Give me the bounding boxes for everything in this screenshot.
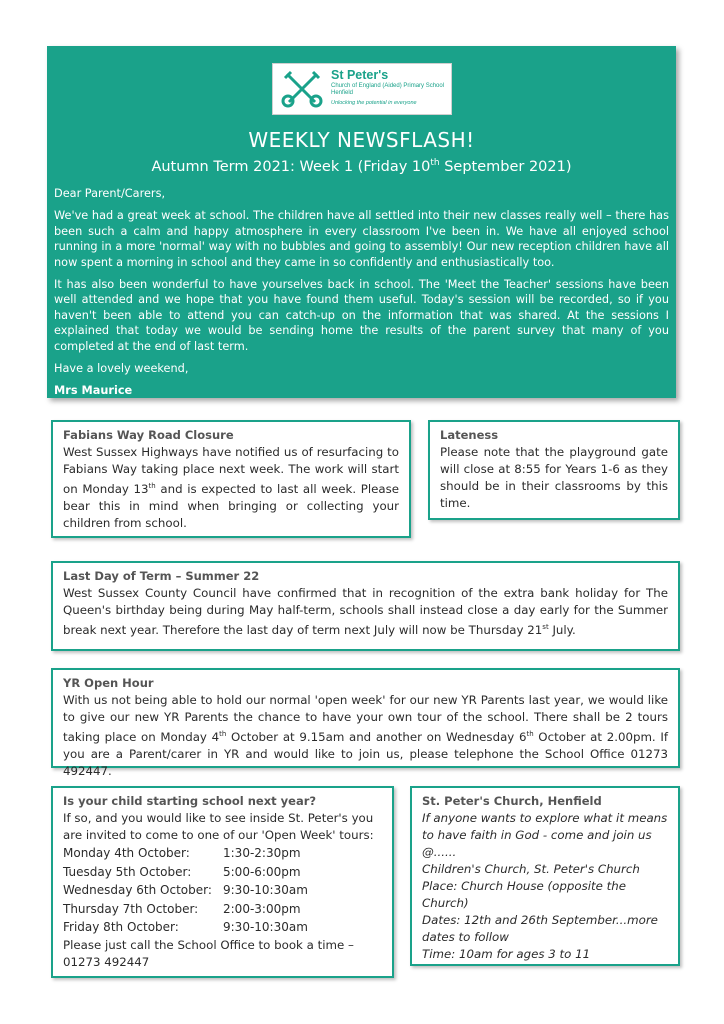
last-day-text xyxy=(63,585,668,639)
tour-time: 9:30-10:30am xyxy=(223,920,308,935)
lateness-heading: Lateness xyxy=(440,428,499,442)
yr-text-a: With us not being able to hold our normal 'open week' for our new YR Parents last year, we would like to give our new YR Parents the chance to have your own tour of the school. There shall be 2 tours taking place on Monday 4 xyxy=(63,693,668,744)
starting-outro: Please just call the School Office to book a time – 01273 492447 xyxy=(63,937,354,969)
church-heading: St. Peter's Church, Henfield xyxy=(422,794,602,808)
letter-paragraph-2: It has also been wonderful to have yourselves back in school. The 'Meet the Teacher' sessions have been well attended and we hope that you have found them useful. Today's session will be recorded, so if you haven't been able to attend you can catch-up on the information that was shared. At the sessions I explained that today we would be sending home the results of the parent survey that many of you completed at the end of last term. xyxy=(54,278,669,353)
fabians-text-b: and is expected to last all week. Please bear this in mind when bringing or collecting your children from school. xyxy=(63,481,399,530)
yr-text-b: October at 9.15am and another on Wednesday 6 xyxy=(226,729,527,744)
logo-subtitle xyxy=(331,83,444,97)
tour-day: Tuesday 5th October: xyxy=(63,864,192,879)
fabians-sup: th xyxy=(148,482,156,490)
tour-day: Monday 4th October: xyxy=(63,846,190,860)
fabians-way-box xyxy=(51,420,411,538)
church-line: Place: Church House (opposite the Church) xyxy=(422,879,626,910)
tour-time: 1:30-2:30pm xyxy=(223,846,301,860)
last-day-box xyxy=(51,561,680,651)
newsletter-subtitle xyxy=(47,158,676,175)
tour-time: 9:30-10:30am xyxy=(223,883,308,898)
subtitle-text: Autumn Term 2021: Week 1 (Friday 10 xyxy=(151,158,431,175)
tour-time: 2:00-3:00pm xyxy=(223,901,301,916)
letter-closing: Have a lovely weekend, xyxy=(54,362,189,376)
yr-text xyxy=(63,692,668,780)
fabians-text-a: West Sussex Highways have notified us of resurfacing to Fabians Way taking place next week. The work will start on Monday 13 xyxy=(63,445,399,496)
last-day-text-b: July. xyxy=(548,622,576,637)
tour-row xyxy=(63,900,382,919)
church-line: Time: 10am for ages 3 to 11 xyxy=(422,947,591,961)
last-day-heading: Last Day of Term – Summer 22 xyxy=(63,569,260,583)
church-line: Dates: 12th and 26th September...more dates to follow xyxy=(422,913,658,944)
letter-greeting: Dear Parent/Carers, xyxy=(54,187,166,200)
logo-school-name: St Peter's xyxy=(331,68,389,82)
yr-open-hour-box xyxy=(51,668,680,778)
last-day-sup: st xyxy=(542,623,549,631)
fabians-text xyxy=(63,444,399,532)
tour-row xyxy=(63,863,382,882)
logo-line2: Henfield xyxy=(331,90,354,96)
tour-row xyxy=(63,918,382,937)
subtitle-text-end: September 2021) xyxy=(439,158,572,175)
tour-day: Friday 8th October: xyxy=(63,920,179,935)
yr-text-c: October at 2.00pm. If you are a Parent/carer in YR and would like to join us, please telephone the School Office 01273 492447. xyxy=(63,729,668,778)
school-logo xyxy=(272,63,452,115)
fabians-heading: Fabians Way Road Closure xyxy=(63,428,234,442)
letter-paragraph-1: We've had a great week at school. The children have all settled into their new classes really well – there has been such a calm and happy atmosphere in every classroom I've been in. We have all enjoyed school running in a more 'normal' way with no bubbles and going to assembly! Our new reception children have all now spent a morning in school and they came in so confidently and enthusiastically too. xyxy=(54,209,669,269)
subtitle-sup: th xyxy=(430,158,440,168)
church-box xyxy=(410,786,680,966)
yr-sup-2: th xyxy=(526,730,534,738)
tour-row xyxy=(63,844,382,863)
tour-day: Wednesday 6th October: xyxy=(63,883,212,898)
newsletter-banner xyxy=(47,46,676,398)
starting-school-box xyxy=(51,786,394,978)
logo-tagline: Unlocking the potential in everyone xyxy=(331,100,417,106)
letter-signature: Mrs Maurice xyxy=(54,384,133,398)
tour-time: 5:00-6:00pm xyxy=(223,864,301,879)
yr-heading: YR Open Hour xyxy=(63,676,154,690)
tour-day: Thursday 7th October: xyxy=(63,901,199,916)
newsletter-title: WEEKLY NEWSFLASH! xyxy=(248,128,475,152)
starting-intro: If so, and you would like to see inside St. Peter's you are invited to come to one of our 'Open Week' tours: xyxy=(63,811,374,842)
newsletter-letter xyxy=(54,186,669,406)
logo-line1: Church of England (Aided) Primary School xyxy=(331,83,445,89)
last-day-text-a: West Sussex County Council have confirmed that in recognition of the extra bank holiday for The Queen's birthday being during May half-term, schools shall instead close a day early for the Summer break next year. Therefore the last day of term next July will now be Thursday 21 xyxy=(63,586,668,637)
church-line: Children's Church, St. Peter's Church xyxy=(422,862,640,876)
tour-row xyxy=(63,881,382,900)
yr-sup-1: th xyxy=(219,730,227,738)
church-line: If anyone wants to explore what it means to have faith in God - come and join us @...... xyxy=(422,811,668,859)
crossed-keys-icon xyxy=(279,68,325,110)
tour-list xyxy=(63,844,382,937)
starting-heading: Is your child starting school next year? xyxy=(63,794,317,808)
lateness-box xyxy=(428,420,680,520)
lateness-text: Please note that the playground gate will close at 8:55 for Years 1-6 as they should be in their classrooms by this time. xyxy=(440,445,668,510)
